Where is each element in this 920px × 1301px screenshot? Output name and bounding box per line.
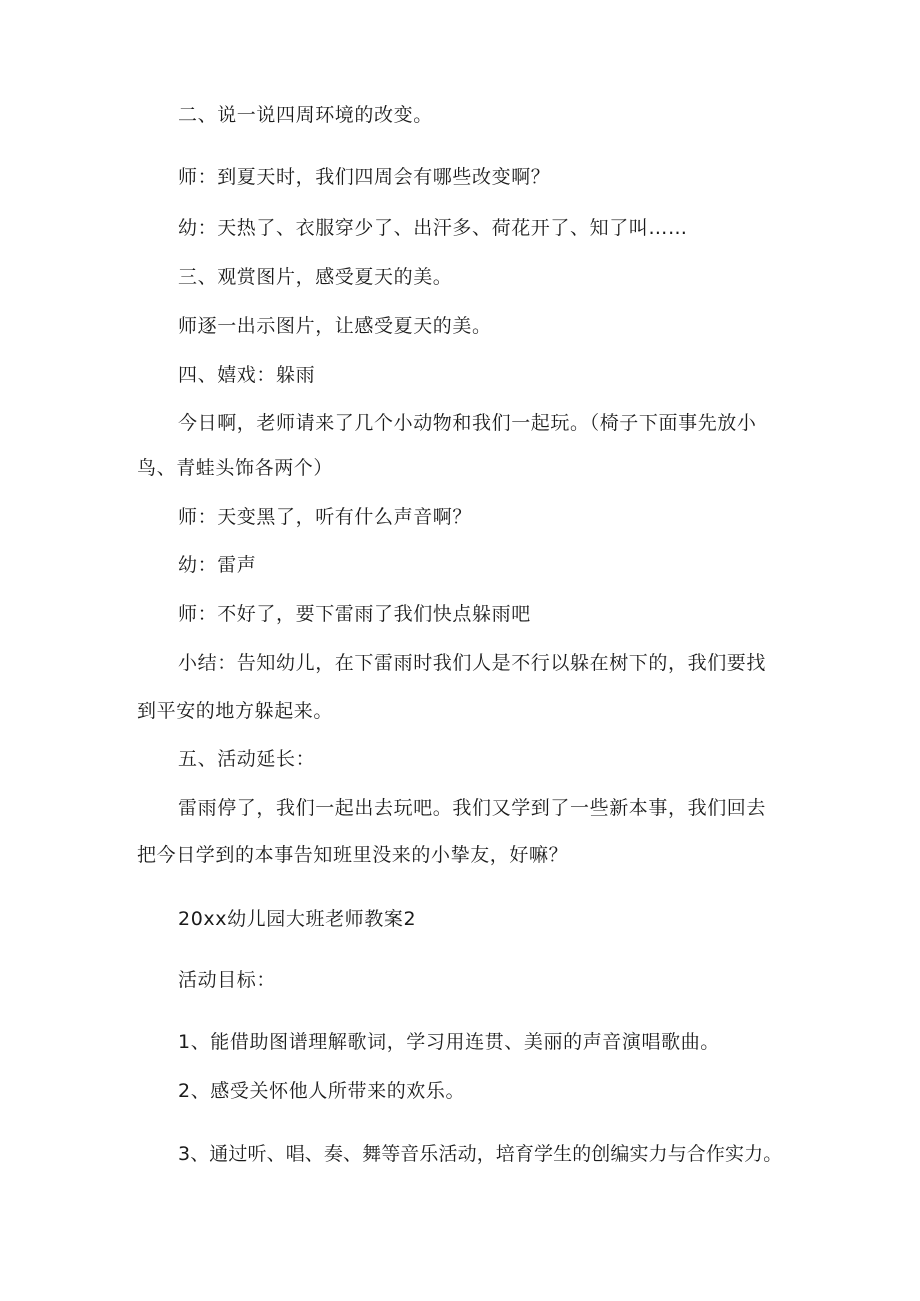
document-title: 20xx幼儿园大班老师教案2 (178, 908, 417, 930)
section-heading-4: 四、嬉戏：躲雨 (178, 364, 316, 386)
section-heading-5: 五、活动延长： (178, 748, 316, 770)
paragraph-line: 雷雨停了，我们一起出去玩吧。我们又学到了一些新本事，我们回去 (178, 797, 767, 819)
paragraph-line: 师：到夏天时，我们四周会有哪些改变啊？ (178, 166, 551, 188)
list-item: 1、能借助图谱理解歌词，学习用连贯、美丽的声音演唱歌曲。 (178, 1031, 720, 1053)
section-heading-2: 二、说一说四周环境的改变。 (178, 104, 433, 126)
paragraph-line: 师：不好了，要下雷雨了我们快点躲雨吧 (178, 603, 531, 625)
paragraph-line: 幼：天热了、衣服穿少了、出汗多、荷花开了、知了叫…… (178, 217, 688, 239)
paragraph-line: 把今日学到的本事告知班里没来的小挚友，好嘛？ (137, 844, 569, 866)
paragraph-line: 到平安的地方躲起来。 (137, 700, 334, 722)
section-heading-3: 三、观赏图片，感受夏天的美。 (178, 266, 453, 288)
section-heading-goals: 活动目标： (178, 969, 277, 991)
list-item: 3、通过听、唱、奏、舞等音乐活动，培育学生的创编实力与合作实力。 (178, 1143, 783, 1165)
paragraph-line: 鸟、青蛙头饰各两个） (137, 457, 334, 479)
paragraph-line: 师：天变黑了，听有什么声音啊？ (178, 506, 473, 528)
list-item: 2、感受关怀他人所带来的欢乐。 (178, 1080, 466, 1102)
paragraph-line: 小结：告知幼儿，在下雷雨时我们人是不行以躲在树下的，我们要找 (178, 652, 767, 674)
paragraph-line: 师逐一出示图片，让感受夏天的美。 (178, 315, 492, 337)
paragraph-line: 幼：雷声 (178, 554, 257, 576)
paragraph-line: 今日啊，老师请来了几个小动物和我们一起玩。（椅子下面事先放小 (178, 412, 757, 434)
